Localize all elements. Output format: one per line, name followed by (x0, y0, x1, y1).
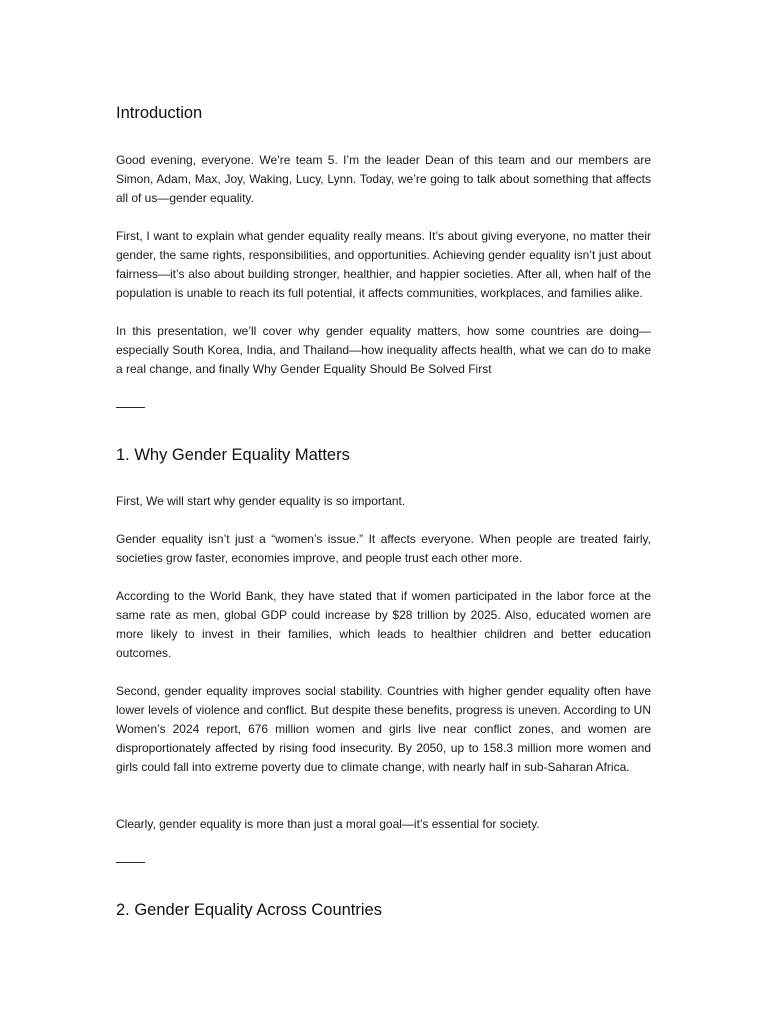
why-paragraph-4: Second, gender equality improves social stability. Countries with higher gender equality often have lower levels of violence and conflict. But despite these benefits, progress is uneven. According to UN Women’s 2024 report, 676 million women and girls live near conflict zones, and women are disproportionately affected by rising food insecurity. By 2050, up to 158.3 million more women and girls could fall into extreme poverty due to climate change, with nearly half in sub-Saharan Africa. (116, 684, 651, 774)
why-paragraph-1: First, We will start why gender equality is so important. (116, 494, 406, 508)
why-paragraph-3: According to the World Bank, they have stated that if women participated in the labor force at the same rate as men, global GDP could increase by $28 trillion by 2025. Also, educated women are more likely to invest in their families, which leads to healthier children and better education outcomes. (116, 589, 651, 660)
section-heading-why-gender-equality-matters: 1. Why Gender Equality Matters (116, 446, 350, 464)
section-divider (116, 862, 145, 863)
why-paragraph-2: Gender equality isn’t just a “women’s issue.” It affects everyone. When people are treated fairly, societies grow faster, economies improve, and people trust each other more. (116, 532, 651, 565)
section-divider (116, 407, 145, 408)
intro-paragraph-3: In this presentation, we’ll cover why gender equality matters, how some countries are doing—especially South Korea, India, and Thailand—how inequality affects health, what we can do to make a real change, and finally Why Gender Equality Should Be Solved First (116, 324, 651, 376)
why-paragraph-5: Clearly, gender equality is more than just a moral goal—it’s essential for society. (116, 817, 540, 831)
intro-paragraph-1: Good evening, everyone. We’re team 5. I’m the leader Dean of this team and our members are Simon, Adam, Max, Joy, Waking, Lucy, Lynn. Today, we’re going to talk about something that affects all of us—gender equality. (116, 153, 651, 205)
section-heading-introduction: Introduction (116, 104, 203, 122)
section-heading-gender-equality-across-countries: 2. Gender Equality Across Countries (116, 901, 382, 919)
intro-paragraph-2: First, I want to explain what gender equality really means. It’s about giving everyone, no matter their gender, the same rights, responsibilities, and opportunities. Achieving gender equality isn’t just about fairness—it’s also about building stronger, healthier, and happier societies. After all, when half of the population is unable to reach its full potential, it affects communities, workplaces, and families alike. (116, 229, 651, 300)
